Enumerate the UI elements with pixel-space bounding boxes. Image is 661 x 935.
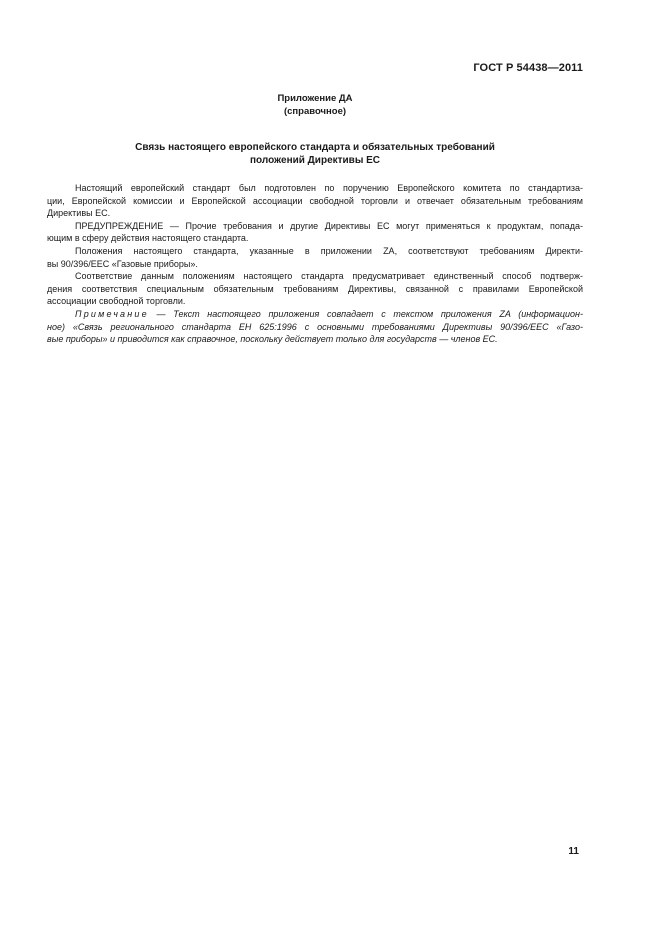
body-text bbox=[47, 182, 583, 308]
paragraph-1 bbox=[47, 182, 583, 220]
section-title-line-1: Связь настоящего европейского стандарта и обязательных требований bbox=[135, 142, 495, 153]
paragraph-3 bbox=[47, 245, 583, 270]
paragraph-line: вы 90/396/EEC «Газовые приборы». bbox=[47, 258, 198, 269]
paragraph-line: Соответствие данным положениям настоящего стандарта предусматривает единственный способ подтверж- bbox=[75, 271, 583, 282]
note-label: Примечание bbox=[75, 309, 149, 319]
section-title-line-2: положений Директивы ЕС bbox=[249, 155, 381, 166]
annex-subtitle: (справочное) bbox=[283, 106, 347, 117]
paragraph-line: ции, Европейской комиссии и Европейской ассоциации свободной торговли и отвечает обязательным требованиям bbox=[47, 195, 583, 206]
paragraph-2 bbox=[47, 220, 583, 245]
note-line bbox=[47, 308, 583, 321]
note-line: вые приборы» и приводится как справочное, поскольку действует только для государств — членов ЕС. bbox=[47, 334, 498, 345]
annex-title: Приложение ДА bbox=[277, 93, 353, 104]
page-number: 11 bbox=[568, 846, 579, 857]
note-text: — Текст настоящего приложения совпадает с текстом приложения ZA (информацион- bbox=[148, 309, 583, 319]
note-line: ное) «Связь регионального стандарта ЕН 625:1996 с основными требованиями Директивы 90/396/ЕЕС «Газо- bbox=[47, 321, 583, 332]
paragraph-line: ющим в сферу действия настоящего стандарта. bbox=[47, 233, 249, 244]
paragraph-line: Положения настоящего стандарта, указанные в приложении ZA, соответствуют требованиям Директи- bbox=[75, 245, 583, 256]
paragraph-line: Директивы ЕС. bbox=[47, 208, 111, 219]
note-block bbox=[47, 308, 583, 346]
paragraph-line: ассоциации свободной торговли. bbox=[47, 296, 186, 307]
annex-heading bbox=[0, 92, 630, 118]
section-title bbox=[0, 141, 630, 167]
paragraph-line: ПРЕДУПРЕЖДЕНИЕ — Прочие требования и другие Директивы ЕС могут применяться к продуктам, попада- bbox=[75, 220, 583, 231]
paragraph-4 bbox=[47, 270, 583, 308]
paragraph-line: дения соответствия специальным обязательным требованиям Директивы, связанной с правилами Европейской bbox=[47, 283, 583, 294]
paragraph-line: Настоящий европейский стандарт был подготовлен по поручению Европейского комитета по стандартиза- bbox=[75, 183, 583, 193]
document-code: ГОСТ Р 54438—2011 bbox=[473, 62, 583, 74]
